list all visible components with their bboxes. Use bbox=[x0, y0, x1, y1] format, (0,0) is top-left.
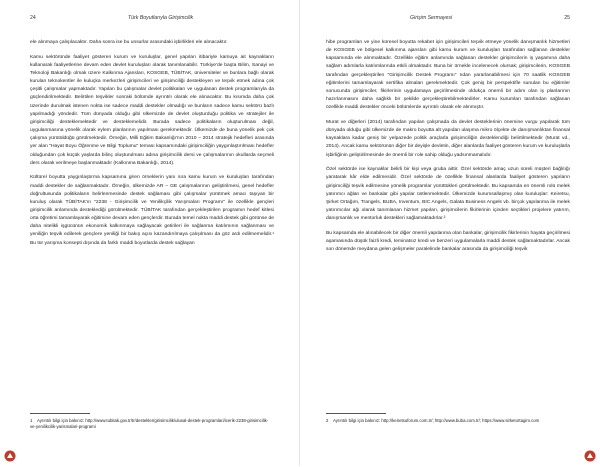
paragraph: Kamu sektöründe faaliyet gösteren kurum ve kuruluşlar, genel yapıları itibariyle kamuya ait kaynakların kullanarak faaliyetlerine devam eden devlet kuruluşları olarak tanımlanabilir. Türkiye'de başta Bilim, Sanayi ve Teknoloji Bakanlığı olmak üzere Kalkınma Ajansları, KOSGEB, TÜBİTAK, üniversiteler ve bunlara bağlı olarak kurulan teknokentler ile kuluçka merkezleri girişimcileri ve girişimciliği destekleyen ve teşvik etmek adına çok çeşitli çalışmalar yapmaktadır. Yapılan bu çalışmalar devlet politikaları ve uygulanan destek programlarıyla da güçlendirilmektedir. Belirtilen teşvikler sonraki bölümde ayrıntılı olarak ele alınacaktır. Bu kısımda daha çok üzerinde durulmak istenen nokta ise sadece maddi destekler olmadığı ve bunların sadece kamu sektörü bazlı yapılmadığı yöndedir. Tüm dünyada olduğu gibi ülkemizde de devlet oluşturduğu politika ve stratejiler ile girişimciliği desteklemektedir ve desteklemelidir. Burada sadece politikaların oluşturulması değil, uygulanmasına yönelik olarak eylem planlarının yapılması gerekmektedir. Ülkemizde de buna yönelik pek çok çalışma yürütüldüğü görülmektedir. Örneğin, Milli Eğitim Bakanlığı'nın 2010 – 2014 stratejik hedefleri arasında yer alan "Hayat Boyu Öğrenme ve Bilgi Toplumu" teması kapsamındaki girişimciliğin yaygınlaştırılması hedefler olduğundan çok küçük yaşlarda bilinç oluşturulması adına girişimcilik dersi ve çalışmalarının okullarda seçmeli ders olarak verilmeye başlanmaktadır (Kalkınma Bakanlığı, 2014). bbox=[30, 54, 274, 166]
footnote-rule bbox=[30, 413, 90, 414]
publisher-logo-icon bbox=[584, 449, 596, 461]
running-title: Girişim Sermayesi bbox=[410, 15, 453, 21]
body-text bbox=[30, 39, 274, 254]
page-number: 25 bbox=[564, 15, 570, 21]
page-number: 24 bbox=[30, 15, 36, 21]
paragraph: ele alınmaya çalışılacaktır. Daha sonra ise bu unsurlar arasındaki işbirlikleri ele alınacaktır. bbox=[30, 40, 228, 45]
footnote-text: Ayrıntılı bilgi için bakınız: http://keiretsuforum.com.tr/; http://www.buba.com.tr/; https://www.sirketortagim.com bbox=[333, 418, 540, 423]
paragraph: Kültürel boyutta yaygınlaştırma kapsamına giren örneklerin yanı sıra kamu kurum ve kuruluşları tarafından maddi destekler de sağlanmaktadır. Örneğin, ülkemizde AR – GE çalışmalarının geliştirilmesi, genel hedefler doğrultusunda politikaların belirlenmesinde destek sağlaması gibi çalışmalar yürütmek amacı taşıyan bir kuruluş olarak TÜBİTAK'ın "2238 - Girişimcilik ve Yenilikçilik Yarışmaları Programı" ile özellikle gençleri girişimcilik anlamında desteklediği görülmektedir. TÜBİTAK tarafından gerçekleştirilen programın hedef kitlesi orta öğretimi tamamlayarak eğitimine devam eden gençlerdir. Burada temel nokta maddi destek gibi görünse de daha nitelikli işgücünün ekonomik kalkınmaya sağlayacak getirileri ile sağlanma katılımının sağlanması ve yeniliğin teşvik edilerek gençlere yeniliği bir bakış açısı kazandırılmaya çalışılması da göz ardı edilmemelidir.¹ Bu tür yarışma konsepti dışında da farklı maddi boyutlarda destek sağlayan bbox=[30, 175, 274, 246]
right-page bbox=[300, 0, 600, 466]
footnote-number: 1 bbox=[30, 418, 33, 423]
running-header bbox=[300, 15, 600, 25]
running-title: Türk Boyutlarıyla Girişimcilik bbox=[128, 15, 194, 21]
paragraph: Murat ve diğerleri (2014) tarafından yapılan çalışmada da devlet desteklerinin önemine vurgu yapılarak tüm dünyada olduğu gibi ülkemizde de makro boyutta alt yapıdan ulaşıma mikro ölçekte de danışmanlıktan finansal kaynaklara kadar geniş bir yelpazede politik araçlarla girişimciliğin desteklendiği belirtilmektedir (Murat vd., 2014). Ancak kamu sektörünün diğer bir deyişle devletin, diğer alanlarda faaliyet gösteren kurum ve kuruluşlarla işbirliğinin geliştirilmesinde de önemli bir role sahip olduğu yadsınmamalıdır. bbox=[326, 119, 570, 158]
paragraph: Özel sektörde ise kaynaklar belirli bir kişi veya gruba aittir. Özel sektörde amaç uzun süreli müşteri bağlılığı yaratarak kâr elde edilmesidir. Özel sektörde de özellikle finansal alanlarda faaliyet gösteren yapıların girişimciliği teşvik edilmesine yönelik programlar yürüttükleri görülmektedir. Bu kapsamda en önemli rolü melek yatırımcı ağları ve bankalar gibi yapılar üstlenmektedir. Ülkemizde kurumsallaşmış olan kuruluşlar: Keiretsu, Şirket Ortağım, Trangels, BUBA, Inventum, BIC Angels, Galata Business Angels vb. birçok yapılanma ile melek yatırımcılar ağı olarak tanımlanan hizmet yapıları, girişimcilerin fikirlerinin içinden seçtikleri projelere yatırım, danışmanlık ve mentorluk destekleri sağlamaktadırlar.² bbox=[326, 167, 570, 222]
paragraph: hibe programları ve yine küresel boyutta rekabet için girişimcileri teşvik etmeye yönelik danışmanlık hizmetleri de KOSGEB ve bölgesel kalkınma ajansları gibi kamu kurum ve kuruluşları tarafından sağlanan destekler kapsamında ele alınmaktadır. Özellikle eğitim anlamında sağlanan destekler girişimcilerin iş yaşamına daha sağlam adımlarla katılımlarında etkili olmaktadır. Buna bir örnekle incelenecek olursak; girişimcilerin, KOSGEB tarafından gerçekleştirilen "Girişimcilik Destek Programı" ndan yararlanabilmesi için 70 saatlik KOSGEB eğitimlerini tamamlayarak sertifika almaları gerekmektedir. Çok geniş bir perspektifle sunulan bu eğitimler sonucunda girişimciler, fikirlerinin uygulamaya geçirilmesinde oldukça önemli bir adım olan iş planlarının hazırlanmasını daha sağlıklı bir şekilde gerçekleştirebilmektedirler. Kamu kurumları tarafından sağlanan özellikle maddi destekler önceki bölümlerde ayrıntılı olarak ele alınmıştır. bbox=[326, 40, 570, 111]
left-page bbox=[0, 0, 300, 466]
body-text bbox=[326, 39, 570, 261]
publisher-logo-icon bbox=[4, 449, 16, 461]
footnote-number: 2 bbox=[326, 418, 329, 423]
paragraph: Bu kapsamda ele alınabilecek bir diğer önemli yapılanma olan bankalar, girişimcilik fikirlerinin hayata geçirilmesi aşamasında düşük faizli kredi, teminatsız kredi ve benzeri uygulamalarla maddi destek sağlamaktadırlar. Ancak son dönemde meydana gelen gelişmeler paralelinde bankalar arasında da girişimciliği teşvik bbox=[326, 230, 570, 253]
footnote-text: Ayrıntılı bilgi için bakınız: http://www.tubitak.gov.tr/tr/destekler/girisimcilik/ulusal-destek-programlari/icerik-2238-girisimcilik-ve-yenilikcilik-yarismalari-programi bbox=[30, 418, 269, 430]
footnote-rule bbox=[326, 413, 386, 414]
running-header bbox=[0, 15, 300, 25]
footnote bbox=[326, 418, 570, 424]
footnote bbox=[30, 418, 274, 430]
